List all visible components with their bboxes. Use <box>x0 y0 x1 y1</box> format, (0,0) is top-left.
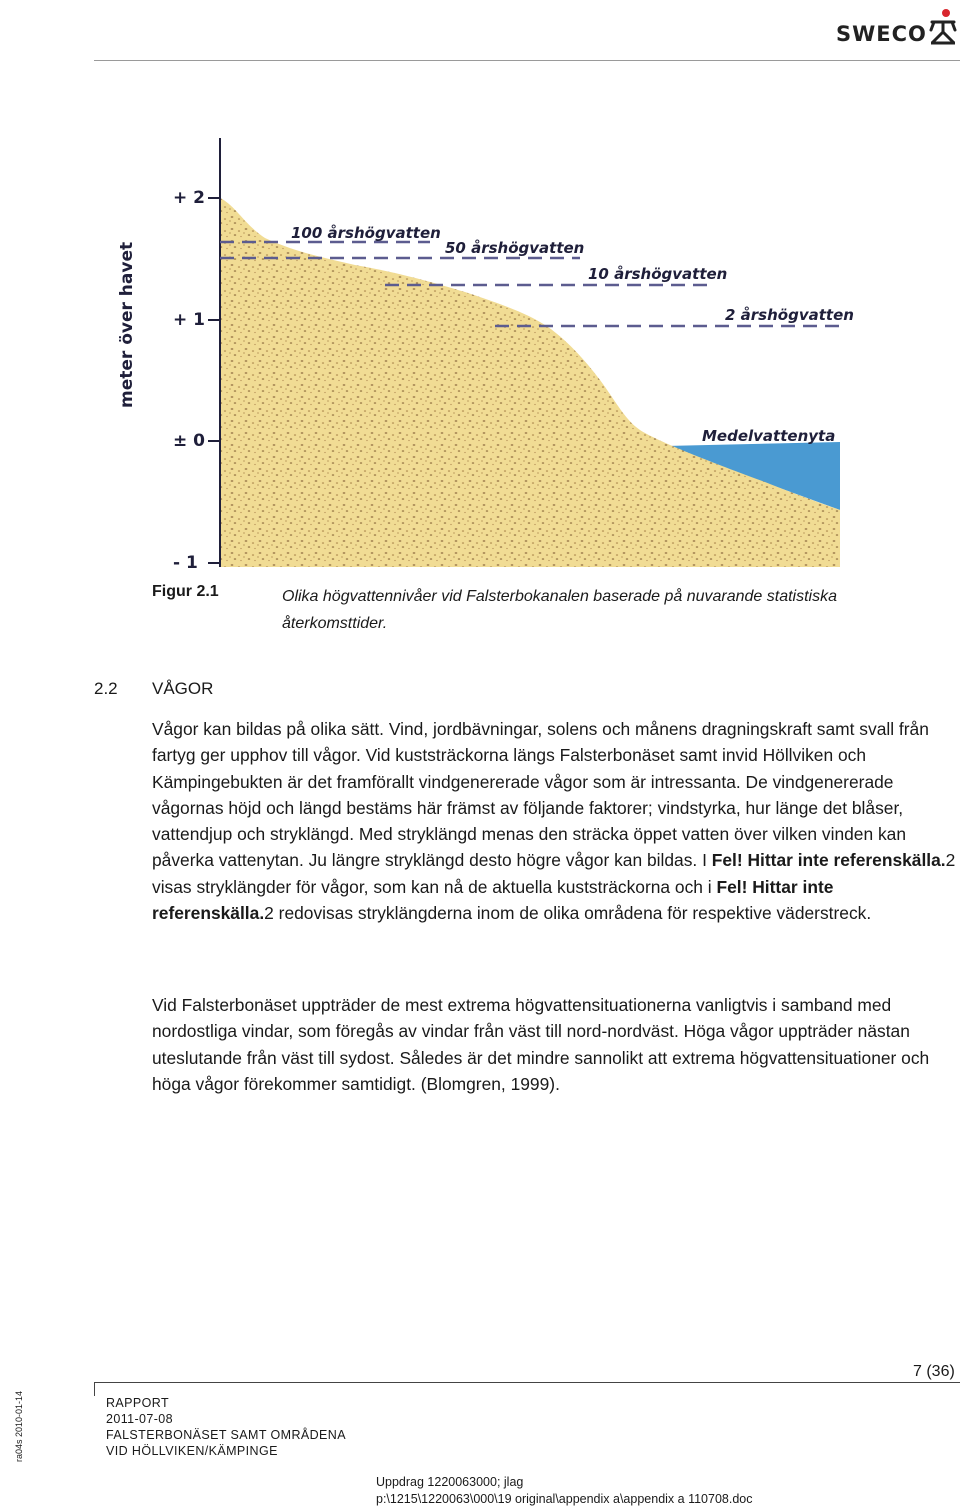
label-50: 50 årshögvatten <box>445 239 585 257</box>
label-mean: Medelvattenyta <box>702 427 836 445</box>
broken-reference-2: Fel! Hittar inte referenskälla. <box>152 876 834 924</box>
y-tick-zero: ± 0 <box>173 431 205 451</box>
label-2: 2 årshögvatten <box>725 306 854 324</box>
section-title: VÅGOR <box>152 679 214 698</box>
y-tick-plus1: + 1 <box>173 310 205 330</box>
header-rule <box>94 60 960 61</box>
sweco-logo <box>836 8 960 48</box>
label-100: 100 årshögvatten <box>291 224 441 242</box>
footer-doc-info <box>106 1395 346 1459</box>
paragraph-1 <box>152 716 960 926</box>
label-10: 10 årshögvatten <box>588 265 728 283</box>
footer-date: 2011-07-08 <box>106 1412 174 1426</box>
p1-part-a: Vågor kan bildas på olika sätt. Vind, jordbävningar, solens och månens dragningskraft samt svall från fartyg ger upphov till vågor. Vid kuststräckorna längs Falsterbonäset samt invid Höllviken och Kämpingebukten är det framförallt vindgenererade vågor som är intressanta. De vindgenererade vågornas höjd och längd bestäms här främst av följande faktorer; vindstyrka, hur länge det blåser, vattendjup och stryklängd. Med stryklängd menas den sträcka öppet vatten över vilken vinden kan påverka vattenytan. Ju längre stryklängd desto högre vågor kan bildas. I <box>152 719 929 871</box>
water-level-figure <box>117 130 854 573</box>
footer-project-2: VID HÖLLVIKEN/KÄMPINGE <box>106 1444 278 1458</box>
p1-part-c: 2 redovisas stryklängderna inom de olika områdena för respektive väderstreck. <box>264 903 872 924</box>
footer-rule-tick <box>94 1382 95 1396</box>
section-number: 2.2 <box>94 679 118 698</box>
footer-file-info <box>376 1474 752 1508</box>
figure-caption-text: Olika högvattennivåer vid Falsterbokanalen baserade på nuvarande statistiska återkomsttider. <box>282 588 837 632</box>
figure-caption-number: Figur 2.1 <box>152 583 219 600</box>
logo-text: SWECO <box>836 22 927 46</box>
broken-reference-1: Fel! Hittar inte referenskälla. <box>711 850 946 871</box>
page-number: 7 (36) <box>913 1363 955 1380</box>
profile-diagram <box>145 130 845 570</box>
y-tick-minus1: - 1 <box>173 553 198 573</box>
footer-assignment: Uppdrag 1220063000; jlag <box>376 1475 524 1489</box>
footer-rule <box>94 1382 960 1383</box>
y-tick-plus2: + 2 <box>173 188 205 208</box>
footer-doc-type: RAPPORT <box>106 1396 169 1410</box>
y-axis-label: meter över havet <box>117 241 137 408</box>
p1-part-b: 2 visas stryklängder för vågor, som kan nå de aktuella kuststräckorna och i <box>152 850 956 897</box>
paragraph-2: Vid Falsterbonäset uppträder de mest extrema högvattensituationerna vanligtvis i samband med nordostliga vindar, som föregås av vindar från väst till nord-nordväst. Höga vågor uppträder nästan uteslutande från väst till sydost. Således är det mindre sannolikt att extrema högvattensituationer och höga vågor förekommer samtidigt. (Blomgren, 1999). <box>152 995 930 1094</box>
footer-project-1: FALSTERBONÄSET SAMT OMRÅDENA <box>106 1428 346 1442</box>
footer-path: p:\1215\1220063\000\19 original\appendix a\appendix a 110708.doc <box>376 1492 753 1506</box>
sweco-figure-icon <box>928 8 958 46</box>
template-code: ra04s 2010-01-14 <box>14 1390 24 1462</box>
